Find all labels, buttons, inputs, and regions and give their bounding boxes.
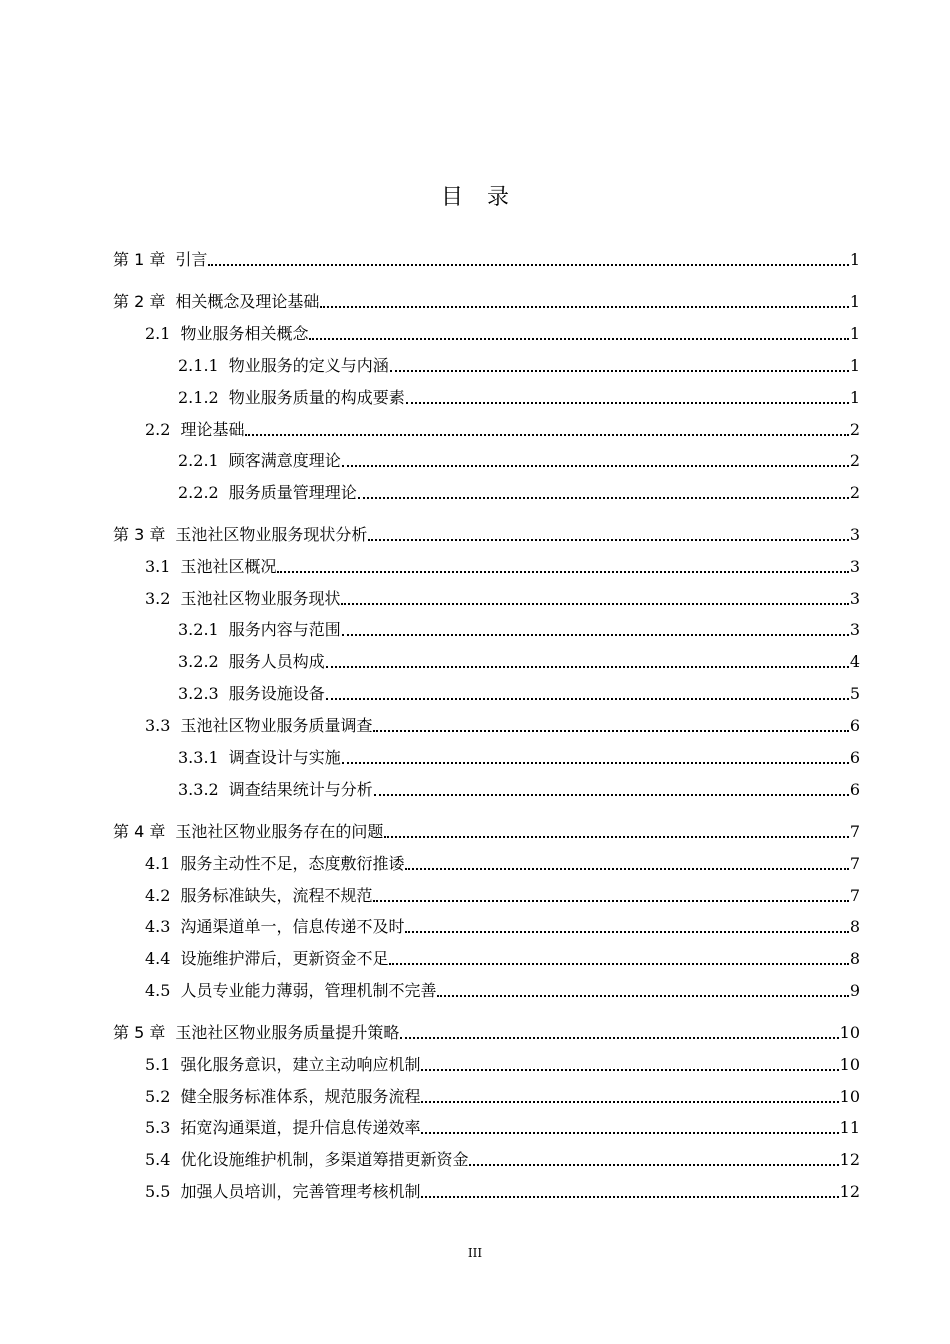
toc-entry-number: 第 2 章 (113, 292, 166, 311)
toc-entry-number: 2.2.2 (178, 483, 219, 502)
toc-entry-number: 3.3.2 (178, 780, 219, 799)
toc-entry-title: 理论基础 (180, 420, 245, 439)
toc-entry[interactable] (145, 884, 860, 908)
toc-leader-dots (384, 835, 848, 838)
toc-leader-dots (421, 1068, 838, 1071)
toc-leader-dots (320, 305, 848, 308)
toc-entry[interactable] (145, 1180, 860, 1204)
toc-entry-title: 拓宽沟通渠道，提升信息传递效率 (180, 1118, 421, 1137)
toc-leader-dots (373, 899, 848, 902)
toc-entry-title: 玉池社区物业服务质量调查 (180, 716, 373, 735)
toc-entry[interactable] (178, 354, 860, 378)
toc-entry-page: 9 (849, 981, 860, 1000)
toc-leader-dots (342, 633, 849, 636)
toc-entry-page: 2 (849, 483, 860, 502)
toc-leader-dots (326, 665, 849, 668)
toc-entry[interactable] (178, 778, 860, 802)
toc-entry-page: 1 (849, 388, 860, 407)
toc-entry-title: 服务人员构成 (228, 652, 325, 671)
toc-leader-dots (389, 962, 848, 965)
toc-entry[interactable] (145, 714, 860, 738)
toc-entry[interactable] (178, 746, 860, 770)
toc-entry-page: 3 (849, 589, 860, 608)
toc-entry-number: 4.5 (145, 981, 171, 1000)
toc-entry-number: 第 3 章 (113, 525, 166, 544)
toc-entry-number: 4.3 (145, 917, 171, 936)
toc-entry-page: 12 (839, 1150, 860, 1169)
toc-entry[interactable] (145, 1116, 860, 1140)
toc-entry-title: 物业服务相关概念 (180, 324, 309, 343)
toc-leader-dots (421, 1100, 838, 1103)
toc-entry[interactable] (178, 650, 860, 674)
toc-entry[interactable] (145, 418, 860, 442)
toc-entry-title: 优化设施维护机制，多渠道筹措更新资金 (180, 1150, 469, 1169)
toc-entry-title: 人员专业能力薄弱，管理机制不完善 (180, 981, 437, 1000)
toc-entry[interactable] (145, 979, 860, 1003)
toc-entry-page: 7 (849, 886, 860, 905)
toc-entry-page: 6 (849, 780, 860, 799)
toc-leader-dots (341, 602, 848, 605)
toc-leader-dots (358, 496, 849, 499)
toc-entry-page: 1 (849, 250, 860, 269)
toc-entry[interactable] (178, 481, 860, 505)
toc-entry-page: 10 (839, 1023, 860, 1042)
toc-entry-page: 1 (849, 292, 860, 311)
toc-leader-dots (405, 930, 848, 933)
toc-entry-title: 服务设施设备 (228, 684, 325, 703)
toc-entry-number: 2.1 (145, 324, 171, 343)
toc-leader-dots (208, 263, 848, 266)
toc-entry-number: 2.1.2 (178, 388, 219, 407)
toc-leader-dots (374, 793, 849, 796)
toc-entry[interactable] (145, 587, 860, 611)
toc-entry-page: 1 (849, 356, 860, 375)
toc-entry[interactable] (113, 1021, 860, 1045)
toc-entry[interactable] (178, 449, 860, 473)
toc-leader-dots (390, 369, 849, 372)
toc-entry-page: 8 (849, 949, 860, 968)
toc-entry-title: 服务主动性不足，态度敷衍推诿 (180, 854, 405, 873)
toc-entry-number: 3.2 (145, 589, 171, 608)
toc-entry-title: 沟通渠道单一，信息传递不及时 (180, 917, 405, 936)
toc-entry-title: 加强人员培训，完善管理考核机制 (180, 1182, 421, 1201)
toc-entry-page: 12 (839, 1182, 860, 1201)
toc-entry[interactable] (145, 1053, 860, 1077)
toc-entry-page: 7 (849, 822, 860, 841)
toc-entry[interactable] (145, 852, 860, 876)
toc-entry-page: 10 (839, 1055, 860, 1074)
toc-leader-dots (326, 697, 849, 700)
toc-entry-page: 6 (849, 748, 860, 767)
toc-entry-number: 3.1 (145, 557, 171, 576)
toc-entry-title: 玉池社区物业服务现状分析 (175, 525, 368, 544)
toc-entry-title: 调查结果统计与分析 (228, 780, 373, 799)
toc-entry-number: 2.2.1 (178, 451, 219, 470)
toc-entry-number: 3.2.1 (178, 620, 219, 639)
toc-entry[interactable] (145, 555, 860, 579)
page-number-footer: III (467, 1246, 483, 1260)
toc-entry[interactable] (178, 618, 860, 642)
toc-entry[interactable] (178, 682, 860, 706)
toc-entry-page: 1 (849, 324, 860, 343)
toc-entry-page: 5 (849, 684, 860, 703)
toc-entry-title: 玉池社区概况 (180, 557, 277, 576)
toc-entry-title: 服务标准缺失，流程不规范 (180, 886, 373, 905)
toc-leader-dots (277, 570, 848, 573)
toc-entry-page: 8 (849, 917, 860, 936)
toc-entry-title: 相关概念及理论基础 (175, 292, 320, 311)
toc-leader-dots (421, 1195, 838, 1198)
toc-entry-number: 第 4 章 (113, 822, 166, 841)
toc-entry-title: 玉池社区物业服务现状 (180, 589, 341, 608)
toc-entry-number: 4.2 (145, 886, 171, 905)
toc-entry-page: 3 (849, 620, 860, 639)
toc-leader-dots (437, 994, 848, 997)
toc-entry-number: 2.1.1 (178, 356, 219, 375)
toc-leader-dots (368, 538, 848, 541)
toc-entry[interactable] (113, 248, 860, 272)
toc-leader-dots (342, 464, 849, 467)
toc-entry-number: 第 5 章 (113, 1023, 166, 1042)
toc-entry-number: 3.3 (145, 716, 171, 735)
toc-entry-number: 4.1 (145, 854, 171, 873)
toc-entry-title: 设施维护滞后，更新资金不足 (180, 949, 389, 968)
toc-entry-number: 5.5 (145, 1182, 171, 1201)
toc-entry-page: 7 (849, 854, 860, 873)
toc-entry-page: 6 (849, 716, 860, 735)
toc-entry[interactable] (145, 947, 860, 971)
toc-entry[interactable] (113, 523, 860, 547)
toc-leader-dots (245, 433, 848, 436)
toc-entry-title: 玉池社区物业服务存在的问题 (175, 822, 384, 841)
toc-entry-title: 物业服务质量的构成要素 (228, 388, 405, 407)
toc-entry[interactable] (145, 1148, 860, 1172)
page-title: 目录 (440, 185, 533, 210)
toc-entry-number: 5.1 (145, 1055, 171, 1074)
toc-entry-number: 2.2 (145, 420, 171, 439)
toc-leader-dots (405, 867, 848, 870)
toc-entry-title: 引言 (175, 250, 208, 269)
toc-entry[interactable] (178, 386, 860, 410)
toc-leader-dots (421, 1131, 838, 1134)
toc-entry-number: 3.3.1 (178, 748, 219, 767)
toc-leader-dots (309, 337, 848, 340)
toc-entry-page: 2 (849, 451, 860, 470)
toc-entry-title: 服务内容与范围 (228, 620, 341, 639)
toc-entry-title: 顾客满意度理论 (228, 451, 341, 470)
toc-entry[interactable] (113, 820, 860, 844)
toc-entry-number: 3.2.2 (178, 652, 219, 671)
toc-entry-title: 物业服务的定义与内涵 (228, 356, 389, 375)
toc-entry[interactable] (145, 322, 860, 346)
toc-entry-title: 健全服务标准体系，规范服务流程 (180, 1087, 421, 1106)
toc-entry-title: 玉池社区物业服务质量提升策略 (175, 1023, 400, 1042)
toc-entry-number: 5.2 (145, 1087, 171, 1106)
toc-entry[interactable] (145, 1085, 860, 1109)
toc-entry-number: 3.2.3 (178, 684, 219, 703)
toc-leader-dots (373, 729, 848, 732)
toc-entry-page: 11 (839, 1118, 860, 1137)
toc-entry-number: 第 1 章 (113, 250, 166, 269)
toc-entry-page: 3 (849, 525, 860, 544)
toc-entry-number: 5.4 (145, 1150, 171, 1169)
toc-entry-number: 5.3 (145, 1118, 171, 1137)
toc-entry-page: 2 (849, 420, 860, 439)
toc-leader-dots (469, 1163, 838, 1166)
toc-entry-number: 4.4 (145, 949, 171, 968)
toc-leader-dots (400, 1036, 838, 1039)
toc-entry[interactable] (145, 915, 860, 939)
toc-leader-dots (342, 761, 849, 764)
toc-entry-page: 10 (839, 1087, 860, 1106)
toc-entry-page: 4 (849, 652, 860, 671)
toc-entry-title: 服务质量管理理论 (228, 483, 357, 502)
toc-entry-page: 3 (849, 557, 860, 576)
toc-entry-title: 强化服务意识，建立主动响应机制 (180, 1055, 421, 1074)
toc-entry[interactable] (113, 290, 860, 314)
toc-entry-title: 调查设计与实施 (228, 748, 341, 767)
toc-leader-dots (406, 401, 849, 404)
